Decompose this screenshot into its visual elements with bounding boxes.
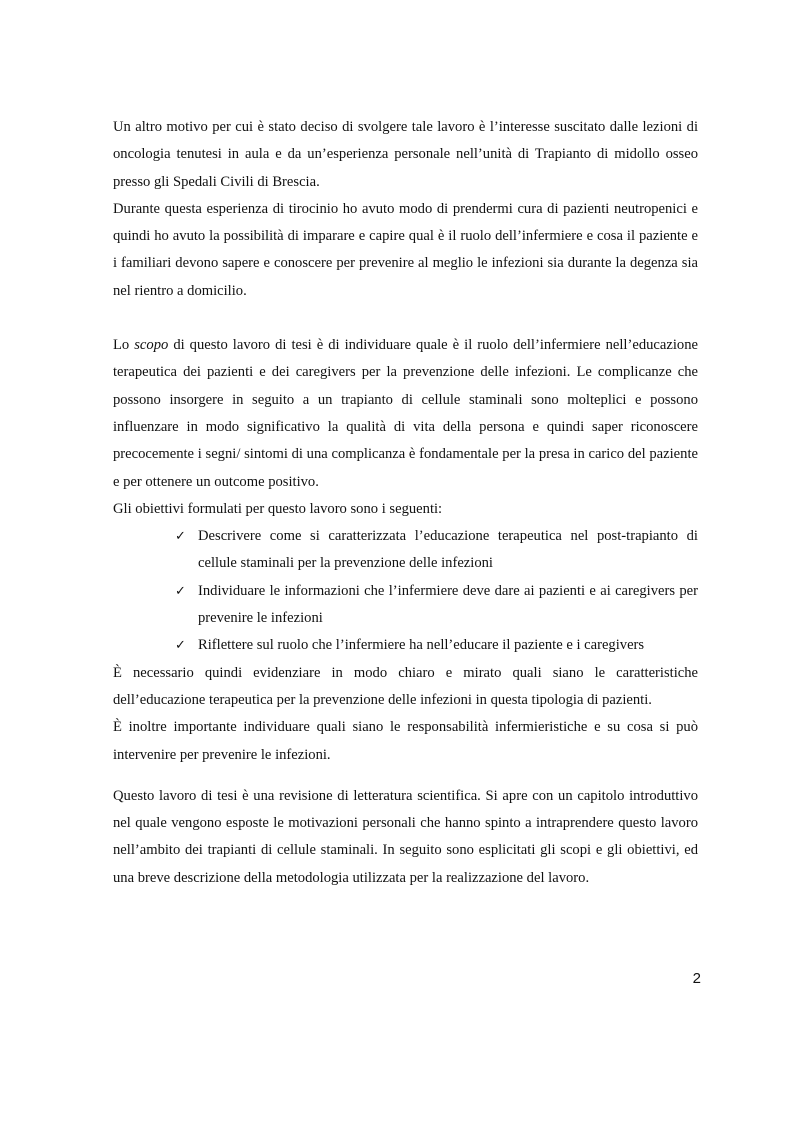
list-item [175, 523, 698, 578]
list-item [175, 578, 698, 633]
scope-rest: di questo lavoro di tesi è di individuare quale è il ruolo dell’infermiere nell’educazione terapeutica dei pazienti e dei caregivers per la prevenzione delle infezioni. Le complicanze che possono insorgere in seguito a un trapianto di cellule staminali sono molteplici e possono influenzare in modo significativo la qualità di vita della persona e quindi saper riconoscere precocemente i segni/ sintomi di una complicanza è fondamentale per la presa in carico del paziente e per ottenere un outcome positivo. [113, 337, 698, 490]
scope-word: scopo [134, 337, 169, 354]
paragraph-spacer [113, 769, 698, 783]
objective-text: Descrivere come si caratterizzata l’educazione terapeutica nel post-trapianto di cellule staminali per la prevenzione delle infezioni [198, 528, 698, 572]
scope-paragraph [113, 332, 698, 496]
experience-paragraph: Durante questa esperienza di tirocinio ho avuto modo di prendermi cura di pazienti neutropenici e quindi ho avuto la possibilità di imparare e capire qual è il ruolo dell’infermiere e cosa il paziente e i familiari devono sapere e conoscere per prevenire al meglio le infezioni sia durante la degenza sia nel rientro a domicilio. [113, 200, 698, 299]
list-item [175, 632, 698, 659]
scope-lead: Lo [113, 337, 130, 354]
check-icon: ✓ [175, 529, 186, 545]
paragraph-spacer [113, 305, 698, 332]
review-paragraph: Questo lavoro di tesi è una revisione di letteratura scientifica. Si apre con un capitolo introduttivo nel quale vengono esposte le motivazioni personali che hanno spinto a intraprendere questo lavoro nell’ambito dei trapianti di cellule staminali. In seguito sono esplicitati gli scopi e gli obiettivi, ed una breve descrizione della metodologia utilizzata per la realizzazione del lavoro. [113, 787, 698, 886]
objective-text: Individuare le informazioni che l’infermiere deve dare ai pazienti e ai caregivers per prevenire le infezioni [198, 582, 698, 627]
necessity-paragraph: È necessario quindi evidenziare in modo chiaro e mirato quali siano le caratteristiche dell’educazione terapeutica per la prevenzione delle infezioni in questa tipologia di pazienti. [113, 664, 698, 708]
page-number: 2 [692, 970, 701, 987]
importance-paragraph: È inoltre importante individuare quali siano le responsabilità infermieristiche e su cosa si può intervenire per prevenire le infezioni. [113, 719, 698, 763]
objectives-list [113, 523, 698, 659]
objective-text: Riflettere sul ruolo che l’infermiere ha nell’educare il paziente e i caregivers [198, 637, 645, 654]
objectives-intro: Gli obiettivi formulati per questo lavoro sono i seguenti: [113, 500, 443, 517]
check-icon: ✓ [175, 583, 186, 599]
motive-paragraph: Un altro motivo per cui è stato deciso di svolgere tale lavoro è l’interesse suscitato dalle lezioni di oncologia tenutesi in aula e da un’esperienza personale nell’unità di Trapianto di midollo osseo presso gli Spedali Civili di Brescia. [113, 119, 698, 190]
check-icon: ✓ [175, 638, 186, 654]
document-page [113, 114, 698, 892]
